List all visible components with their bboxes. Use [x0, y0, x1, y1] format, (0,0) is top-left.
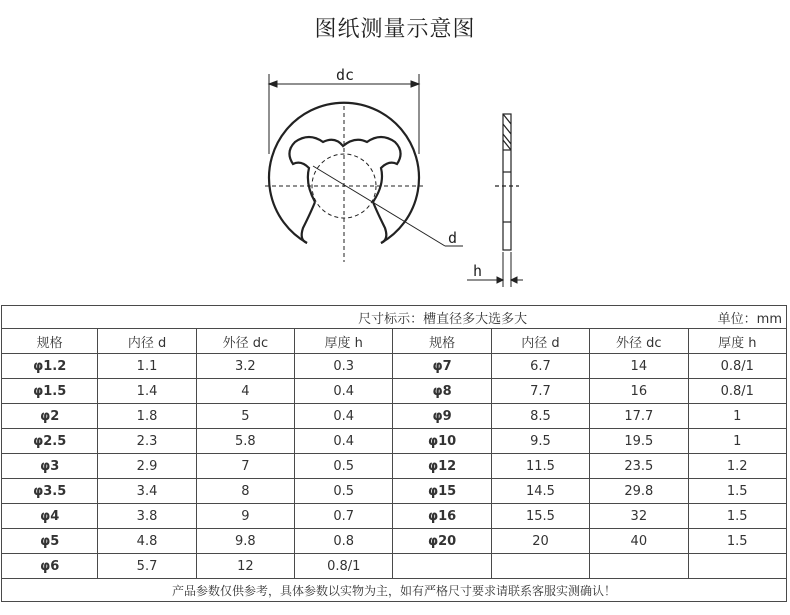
header-cell: 规格 [393, 329, 491, 354]
value-cell: 5.8 [196, 429, 294, 454]
d-label: d [448, 229, 458, 247]
value-cell: 40 [590, 529, 688, 554]
note-row [2, 306, 787, 329]
size-cell: φ2.5 [2, 429, 98, 454]
table-row [2, 354, 787, 379]
value-cell: 19.5 [590, 429, 688, 454]
size-cell: φ1.5 [2, 379, 98, 404]
value-cell: 9.5 [491, 429, 589, 454]
header-cell: 厚度 h [295, 329, 393, 354]
center-lines [265, 106, 423, 262]
value-cell: 1.1 [98, 354, 196, 379]
table-row [2, 554, 787, 579]
value-cell: 7.7 [491, 379, 589, 404]
note-cell [2, 306, 787, 329]
value-cell: 0.8/1 [688, 379, 787, 404]
value-cell: 11.5 [491, 454, 589, 479]
size-cell: φ12 [393, 454, 491, 479]
table-row [2, 404, 787, 429]
value-cell: 17.7 [590, 404, 688, 429]
value-cell: 12 [196, 554, 294, 579]
size-cell: φ3.5 [2, 479, 98, 504]
value-cell: 0.8/1 [295, 554, 393, 579]
value-cell: 0.4 [295, 379, 393, 404]
value-cell: 23.5 [590, 454, 688, 479]
value-cell: 20 [491, 529, 589, 554]
size-cell [393, 554, 491, 579]
footer-row [2, 579, 787, 602]
value-cell: 1.4 [98, 379, 196, 404]
table-row [2, 454, 787, 479]
header-row [2, 329, 787, 354]
value-cell: 9 [196, 504, 294, 529]
header-cell: 外径 dc [590, 329, 688, 354]
size-cell: φ8 [393, 379, 491, 404]
value-cell [590, 554, 688, 579]
value-cell: 2.3 [98, 429, 196, 454]
value-cell: 29.8 [590, 479, 688, 504]
h-label: h [473, 262, 483, 280]
page-title: 图纸测量示意图 [314, 17, 476, 42]
size-cell: φ7 [393, 354, 491, 379]
value-cell: 1.5 [688, 479, 787, 504]
value-cell: 3.8 [98, 504, 196, 529]
size-cell: φ1.2 [2, 354, 98, 379]
value-cell: 0.8 [295, 529, 393, 554]
value-cell: 1.8 [98, 404, 196, 429]
value-cell [688, 554, 787, 579]
value-cell: 0.8/1 [688, 354, 787, 379]
table-row [2, 379, 787, 404]
value-cell: 3.2 [196, 354, 294, 379]
value-cell: 0.4 [295, 404, 393, 429]
value-cell: 0.4 [295, 429, 393, 454]
value-cell: 4 [196, 379, 294, 404]
table-row [2, 529, 787, 554]
value-cell: 8.5 [491, 404, 589, 429]
size-cell: φ10 [393, 429, 491, 454]
header-cell: 规格 [2, 329, 98, 354]
value-cell: 0.7 [295, 504, 393, 529]
unit-label: 单位：mm [717, 311, 782, 327]
spec-table [1, 305, 787, 602]
value-cell: 1 [688, 404, 787, 429]
value-cell: 5.7 [98, 554, 196, 579]
size-cell: φ15 [393, 479, 491, 504]
value-cell: 1.2 [688, 454, 787, 479]
size-cell: φ4 [2, 504, 98, 529]
table-row [2, 429, 787, 454]
value-cell [491, 554, 589, 579]
size-cell: φ2 [2, 404, 98, 429]
size-cell: φ16 [393, 504, 491, 529]
selection-note: 尺寸标示：槽直径多大选多大 [358, 311, 528, 327]
value-cell: 3.4 [98, 479, 196, 504]
value-cell: 0.5 [295, 479, 393, 504]
value-cell: 1 [688, 429, 787, 454]
header-cell: 外径 dc [196, 329, 294, 354]
value-cell: 9.8 [196, 529, 294, 554]
value-cell: 1.5 [688, 504, 787, 529]
size-cell: φ5 [2, 529, 98, 554]
value-cell: 7 [196, 454, 294, 479]
side-view [495, 114, 519, 250]
value-cell: 5 [196, 404, 294, 429]
value-cell: 6.7 [491, 354, 589, 379]
value-cell: 0.3 [295, 354, 393, 379]
header-cell: 厚度 h [688, 329, 787, 354]
value-cell: 4.8 [98, 529, 196, 554]
size-cell: φ9 [393, 404, 491, 429]
e-clip-drawing [255, 62, 545, 292]
value-cell: 8 [196, 479, 294, 504]
value-cell: 16 [590, 379, 688, 404]
value-cell: 2.9 [98, 454, 196, 479]
size-cell: φ6 [2, 554, 98, 579]
value-cell: 32 [590, 504, 688, 529]
value-cell: 0.5 [295, 454, 393, 479]
header-cell: 内径 d [98, 329, 196, 354]
header-cell: 内径 d [491, 329, 589, 354]
value-cell: 1.5 [688, 529, 787, 554]
d-leader [313, 166, 463, 246]
table-row [2, 479, 787, 504]
value-cell: 14.5 [491, 479, 589, 504]
table-row [2, 504, 787, 529]
disclaimer-text: 产品参数仅供参考，具体参数以实物为主，如有严格尺寸要求请联系客服实测确认！ [2, 579, 787, 602]
size-cell: φ3 [2, 454, 98, 479]
value-cell: 14 [590, 354, 688, 379]
dc-label: dc [335, 66, 355, 84]
value-cell: 15.5 [491, 504, 589, 529]
size-cell: φ20 [393, 529, 491, 554]
